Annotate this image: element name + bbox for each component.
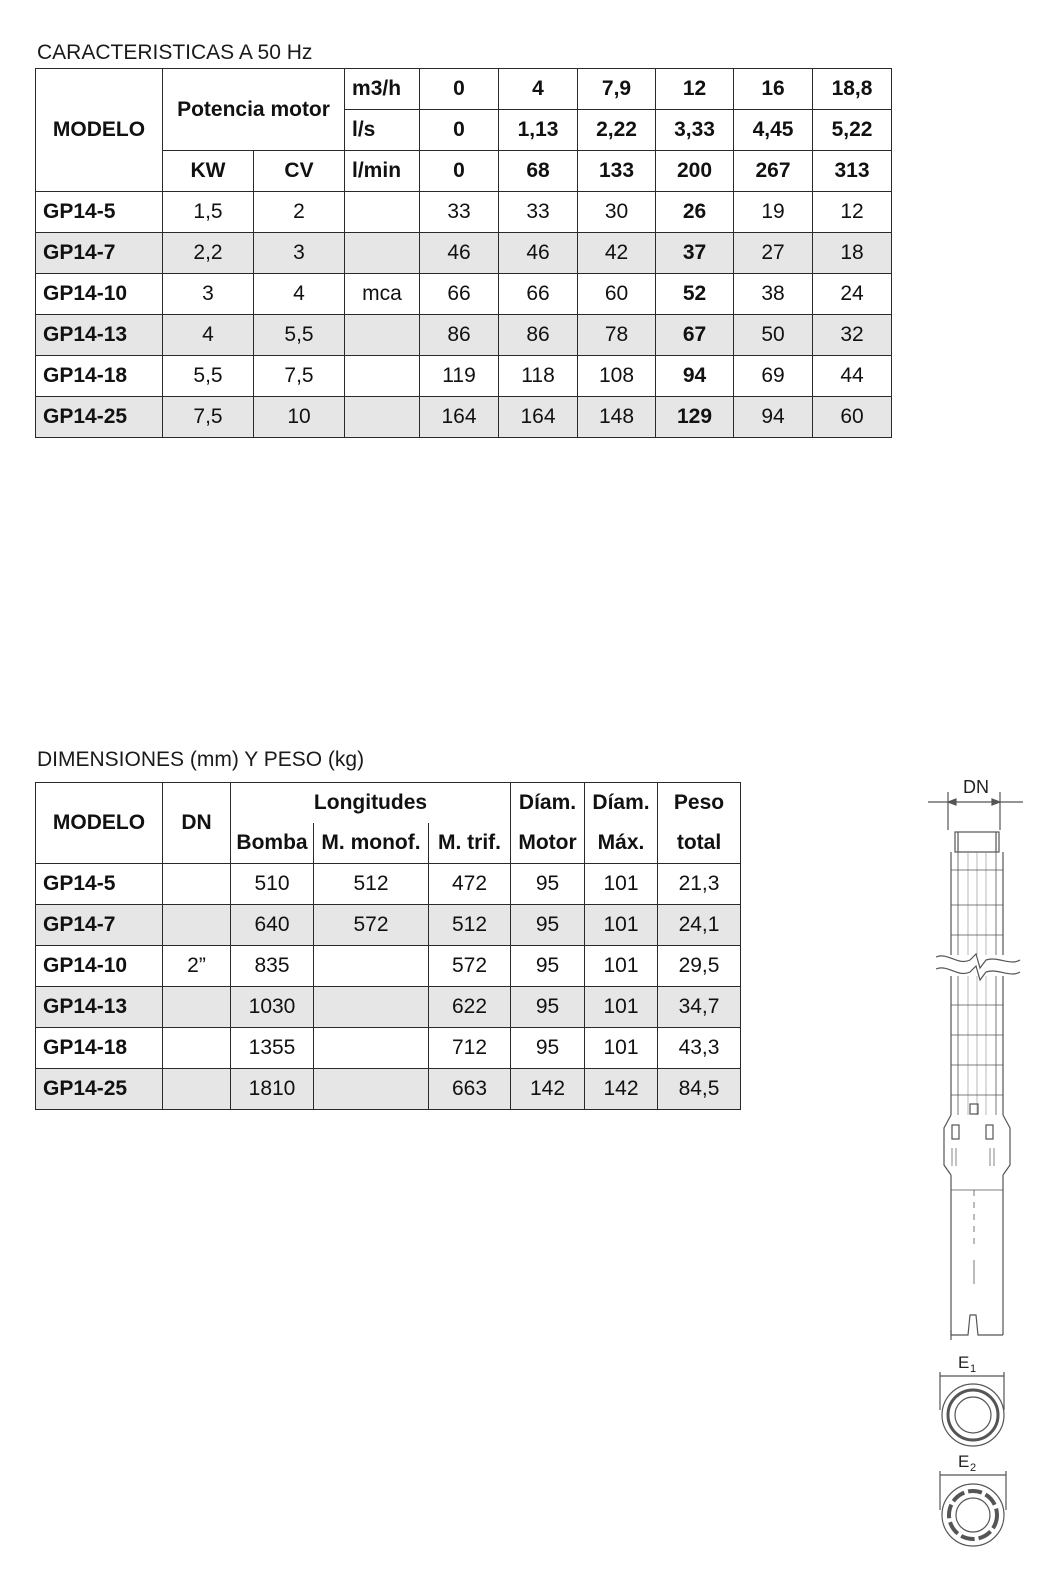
table-row xyxy=(36,1069,741,1110)
cv-header: CV xyxy=(254,151,345,192)
table-row xyxy=(36,233,892,274)
suction-intake xyxy=(944,1115,1010,1175)
e1-section xyxy=(940,1372,1004,1446)
model-cell: GP14-5 xyxy=(36,864,163,905)
diam-max-cell: 101 xyxy=(585,946,658,987)
monof-cell: 512 xyxy=(314,864,429,905)
model-cell: GP14-25 xyxy=(36,397,163,438)
flow-ls-cell: 3,33 xyxy=(656,110,734,151)
head-cell: 164 xyxy=(420,397,499,438)
model-cell: GP14-5 xyxy=(36,192,163,233)
trif-cell: 663 xyxy=(429,1069,511,1110)
dn-cell xyxy=(163,1069,231,1110)
kw-cell: 1,5 xyxy=(163,192,254,233)
monof-cell: 572 xyxy=(314,905,429,946)
peso-cell: 84,5 xyxy=(658,1069,741,1110)
head-cell: 46 xyxy=(499,233,578,274)
head-cell: 119 xyxy=(420,356,499,397)
flow-ls-cell: 2,22 xyxy=(578,110,656,151)
monof-header: M. monof. xyxy=(314,823,429,864)
flow-m3h-cell: 18,8 xyxy=(813,69,892,110)
unit-ls: l/s xyxy=(345,110,420,151)
head-cell: 164 xyxy=(499,397,578,438)
flow-ls-cell: 0 xyxy=(420,110,499,151)
dn-dimension-line xyxy=(928,792,1023,830)
head-cell: 108 xyxy=(578,356,656,397)
trif-cell: 472 xyxy=(429,864,511,905)
diam-max-cell: 101 xyxy=(585,905,658,946)
bomba-cell: 640 xyxy=(231,905,314,946)
potencia-header: Potencia motor xyxy=(163,69,345,151)
peso-cell: 29,5 xyxy=(658,946,741,987)
dn-cell xyxy=(163,905,231,946)
model-cell: GP14-10 xyxy=(36,946,163,987)
monof-cell xyxy=(314,1069,429,1110)
diam-motor-header-2: Motor xyxy=(511,823,585,864)
head-cell: 32 xyxy=(813,315,892,356)
monof-cell xyxy=(314,946,429,987)
head-cell-nominal: 26 xyxy=(656,192,734,233)
unit-cell xyxy=(345,397,420,438)
head-cell: 24 xyxy=(813,274,892,315)
head-cell: 30 xyxy=(578,192,656,233)
dimensions-table xyxy=(35,782,741,1110)
flow-m3h-cell: 0 xyxy=(420,69,499,110)
flow-lmin-cell: 200 xyxy=(656,151,734,192)
bomba-cell: 1030 xyxy=(231,987,314,1028)
dn-cell xyxy=(163,987,231,1028)
table-row xyxy=(36,356,892,397)
flow-lmin-cell: 313 xyxy=(813,151,892,192)
diam-max-cell: 101 xyxy=(585,864,658,905)
cv-cell: 7,5 xyxy=(254,356,345,397)
trif-cell: 622 xyxy=(429,987,511,1028)
bomba-header: Bomba xyxy=(231,823,314,864)
head-cell-nominal: 37 xyxy=(656,233,734,274)
model-cell: GP14-13 xyxy=(36,315,163,356)
head-cell: 86 xyxy=(499,315,578,356)
head-cell: 86 xyxy=(420,315,499,356)
table-row xyxy=(36,987,741,1028)
diam-max-header-2: Máx. xyxy=(585,823,658,864)
flow-m3h-cell: 4 xyxy=(499,69,578,110)
kw-cell: 7,5 xyxy=(163,397,254,438)
head-cell: 66 xyxy=(499,274,578,315)
e2-subscript: 2 xyxy=(970,1462,977,1474)
dimensions-title: DIMENSIONES (mm) Y PESO (kg) xyxy=(37,748,365,771)
kw-cell: 3 xyxy=(163,274,254,315)
pump-body xyxy=(951,852,1003,955)
table-row xyxy=(36,397,892,438)
diam-motor-header: Díam. xyxy=(511,783,585,824)
head-cell: 38 xyxy=(734,274,813,315)
head-cell: 33 xyxy=(420,192,499,233)
monof-cell xyxy=(314,1028,429,1069)
pump-body-lower xyxy=(951,976,1003,1115)
diam-max-cell: 101 xyxy=(585,987,658,1028)
flow-m3h-cell: 7,9 xyxy=(578,69,656,110)
unit-cell xyxy=(345,315,420,356)
model-cell: GP14-18 xyxy=(36,1028,163,1069)
dn-label: DN xyxy=(963,777,989,797)
flow-ls-cell: 1,13 xyxy=(499,110,578,151)
dn-header: DN xyxy=(163,783,231,864)
flow-lmin-cell: 0 xyxy=(420,151,499,192)
peso-header-2: total xyxy=(658,823,741,864)
head-cell: 78 xyxy=(578,315,656,356)
performance-title: CARACTERISTICAS A 50 Hz xyxy=(37,41,313,64)
bomba-cell: 1355 xyxy=(231,1028,314,1069)
head-cell: 46 xyxy=(420,233,499,274)
cv-cell: 4 xyxy=(254,274,345,315)
peso-header: Peso xyxy=(658,783,741,824)
bomba-cell: 835 xyxy=(231,946,314,987)
trif-header: M. trif. xyxy=(429,823,511,864)
head-cell-nominal: 52 xyxy=(656,274,734,315)
trif-cell: 712 xyxy=(429,1028,511,1069)
peso-cell: 21,3 xyxy=(658,864,741,905)
cv-cell: 5,5 xyxy=(254,315,345,356)
discharge-outlet xyxy=(955,832,999,852)
motor-body xyxy=(951,1175,1003,1340)
model-cell: GP14-10 xyxy=(36,274,163,315)
flow-m3h-cell: 12 xyxy=(656,69,734,110)
unit-cell xyxy=(345,233,420,274)
pump-drawing xyxy=(918,770,1028,1570)
diam-max-cell: 142 xyxy=(585,1069,658,1110)
diam-motor-cell: 95 xyxy=(511,905,585,946)
unit-cell xyxy=(345,192,420,233)
flow-ls-cell: 4,45 xyxy=(734,110,813,151)
flow-lmin-cell: 133 xyxy=(578,151,656,192)
flow-m3h-cell: 16 xyxy=(734,69,813,110)
table-row xyxy=(36,274,892,315)
cv-cell: 2 xyxy=(254,192,345,233)
table-row xyxy=(36,315,892,356)
head-cell: 148 xyxy=(578,397,656,438)
unit-cell xyxy=(345,356,420,397)
flow-lmin-cell: 267 xyxy=(734,151,813,192)
diam-max-header: Díam. xyxy=(585,783,658,824)
head-cell: 27 xyxy=(734,233,813,274)
diam-motor-cell: 95 xyxy=(511,946,585,987)
model-cell: GP14-18 xyxy=(36,356,163,397)
table-row xyxy=(36,1028,741,1069)
dn-cell xyxy=(163,1028,231,1069)
performance-table xyxy=(35,68,892,438)
head-cell-nominal: 129 xyxy=(656,397,734,438)
flow-ls-cell: 5,22 xyxy=(813,110,892,151)
head-cell: 12 xyxy=(813,192,892,233)
unit-m3h: m3/h xyxy=(345,69,420,110)
kw-header: KW xyxy=(163,151,254,192)
peso-cell: 43,3 xyxy=(658,1028,741,1069)
e2-label: E xyxy=(958,1452,970,1471)
head-cell: 94 xyxy=(734,397,813,438)
e2-section xyxy=(940,1471,1006,1546)
head-cell: 50 xyxy=(734,315,813,356)
model-cell: GP14-7 xyxy=(36,233,163,274)
head-cell: 118 xyxy=(499,356,578,397)
head-cell: 19 xyxy=(734,192,813,233)
head-cell: 69 xyxy=(734,356,813,397)
table-row xyxy=(36,905,741,946)
modelo-header: MODELO xyxy=(36,69,163,192)
diam-max-cell: 101 xyxy=(585,1028,658,1069)
longitudes-header: Longitudes xyxy=(231,783,511,824)
flow-lmin-cell: 68 xyxy=(499,151,578,192)
modelo-header: MODELO xyxy=(36,783,163,864)
monof-cell xyxy=(314,987,429,1028)
table-row xyxy=(36,864,741,905)
kw-cell: 5,5 xyxy=(163,356,254,397)
e1-label: E xyxy=(958,1353,970,1372)
head-cell: 33 xyxy=(499,192,578,233)
head-cell-nominal: 94 xyxy=(656,356,734,397)
bomba-cell: 1810 xyxy=(231,1069,314,1110)
dn-cell: 2” xyxy=(163,946,231,987)
peso-cell: 34,7 xyxy=(658,987,741,1028)
kw-cell: 4 xyxy=(163,315,254,356)
cv-cell: 10 xyxy=(254,397,345,438)
peso-cell: 24,1 xyxy=(658,905,741,946)
head-cell: 42 xyxy=(578,233,656,274)
e1-subscript: 1 xyxy=(970,1363,977,1375)
kw-cell: 2,2 xyxy=(163,233,254,274)
bomba-cell: 510 xyxy=(231,864,314,905)
head-cell-nominal: 67 xyxy=(656,315,734,356)
break-symbol xyxy=(936,954,1020,980)
unit-lmin: l/min xyxy=(345,151,420,192)
trif-cell: 572 xyxy=(429,946,511,987)
dn-cell xyxy=(163,864,231,905)
dim-header-row-1 xyxy=(36,783,741,824)
model-cell: GP14-7 xyxy=(36,905,163,946)
diam-motor-cell: 95 xyxy=(511,987,585,1028)
table-row xyxy=(36,946,741,987)
model-cell: GP14-25 xyxy=(36,1069,163,1110)
table-row xyxy=(36,192,892,233)
diam-motor-cell: 142 xyxy=(511,1069,585,1110)
trif-cell: 512 xyxy=(429,905,511,946)
cv-cell: 3 xyxy=(254,233,345,274)
diam-motor-cell: 95 xyxy=(511,1028,585,1069)
head-cell: 60 xyxy=(578,274,656,315)
model-cell: GP14-13 xyxy=(36,987,163,1028)
head-cell: 44 xyxy=(813,356,892,397)
head-cell: 66 xyxy=(420,274,499,315)
head-cell: 18 xyxy=(813,233,892,274)
head-cell: 60 xyxy=(813,397,892,438)
perf-header-row-3 xyxy=(36,151,892,192)
diam-motor-cell: 95 xyxy=(511,864,585,905)
perf-header-row-1 xyxy=(36,69,892,110)
head-unit-cell: mca xyxy=(345,274,420,315)
